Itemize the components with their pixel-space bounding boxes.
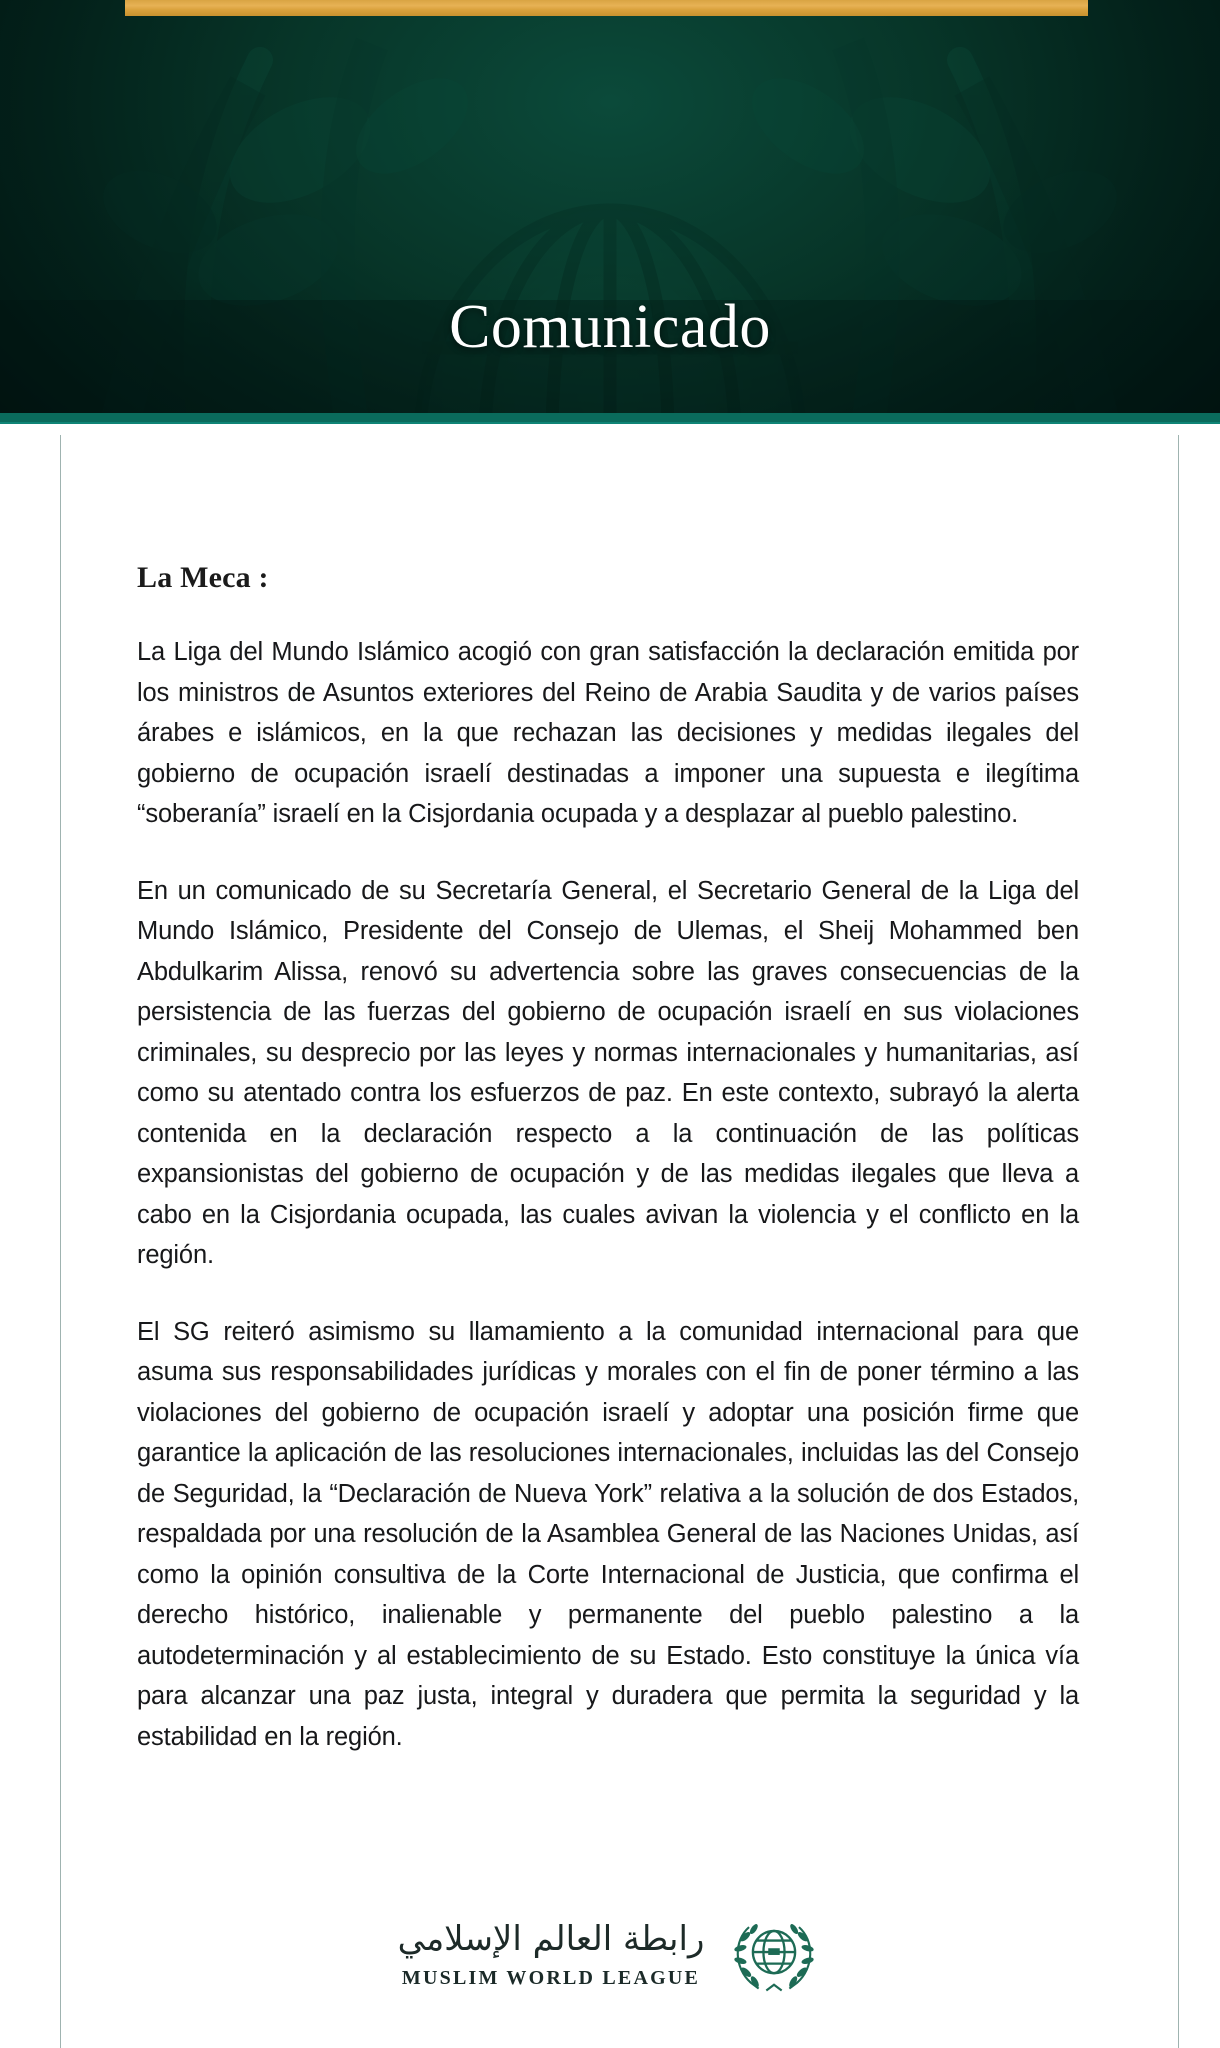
article-content xyxy=(137,435,1079,1757)
logo-latin-name: MUSLIM WORLD LEAGUE xyxy=(401,1966,701,1989)
left-margin-rule xyxy=(60,435,61,2048)
gold-accent-bar xyxy=(125,0,1088,16)
paragraph: La Liga del Mundo Islámico acogió con gran satisfacción la declaración emitida por los ministros de Asuntos exteriores del Reino de Arabia Saudita y de varios países árabes e islámicos, en la que rechazan las decisiones y medidas ilegales del gobierno de ocupación israelí destinadas a imponer una supuesta e ilegítima “soberanía” israelí en la Cisjordania ocupada y a desplazar al pueblo palestino. xyxy=(137,638,1079,828)
paragraph: En un comunicado de su Secretaría General, el Secretario General de la Liga del Mundo Islámico, Presidente del Consejo de Ulemas, el Sheij Mohammed ben Abdulkarim Alissa, renovó su advertencia sobre las graves consecuencias de la persistencia de las fuerzas del gobierno de ocupación israelí en sus violaciones criminales, su desprecio por las leyes y normas internacionales y humanitarias, así como su atentado contra los esfuerzos de paz. En este contexto, subrayó la alerta contenida en la declaración respecto a la continuación de las políticas expansionistas del gobierno de ocupación y de las medidas ilegales que lleva a cabo en la Cisjordania ocupada, las cuales avivan la violencia y el conflicto en la región. xyxy=(137,876,1079,1269)
logo-arabic-name: رابطة العالم الإسلامي xyxy=(397,1919,705,1960)
logo-text-block xyxy=(398,1918,705,1990)
document-body xyxy=(0,435,1220,2048)
header-bottom-rule xyxy=(0,413,1220,424)
dateline: La Meca : xyxy=(137,561,269,594)
paragraph: El SG reiteró asimismo su llamamiento a la comunidad internacional para que asuma sus responsabilidades jurídicas y morales con el fin de poner término a las violaciones del gobierno de ocupación israelí y adoptar una posición firme que garantice la aplicación de las resoluciones internacionales, incluidas las del Consejo de Seguridad, la “Declaración de Nueva York” relativa a la solución de dos Estados, respaldada por una resolución de la Asamblea General de las Naciones Unidas, así como la opinión consultiva de la Corte Internacional de Justicia, que confirma el derecho histórico, inalienable y permanente del pueblo palestino a la autodeterminación y al establecimiento de su Estado. Esto constituye la única vía para alcanzar una paz justa, integral y duradera que permita la seguridad y la estabilidad en la región. xyxy=(137,1317,1079,1751)
globe-laurel-wreath-emblem-icon xyxy=(726,1906,822,2002)
right-margin-rule xyxy=(1178,435,1179,2048)
organization-logo xyxy=(0,1906,1220,2002)
header-banner xyxy=(0,0,1220,424)
page-title: Comunicado xyxy=(449,293,771,361)
